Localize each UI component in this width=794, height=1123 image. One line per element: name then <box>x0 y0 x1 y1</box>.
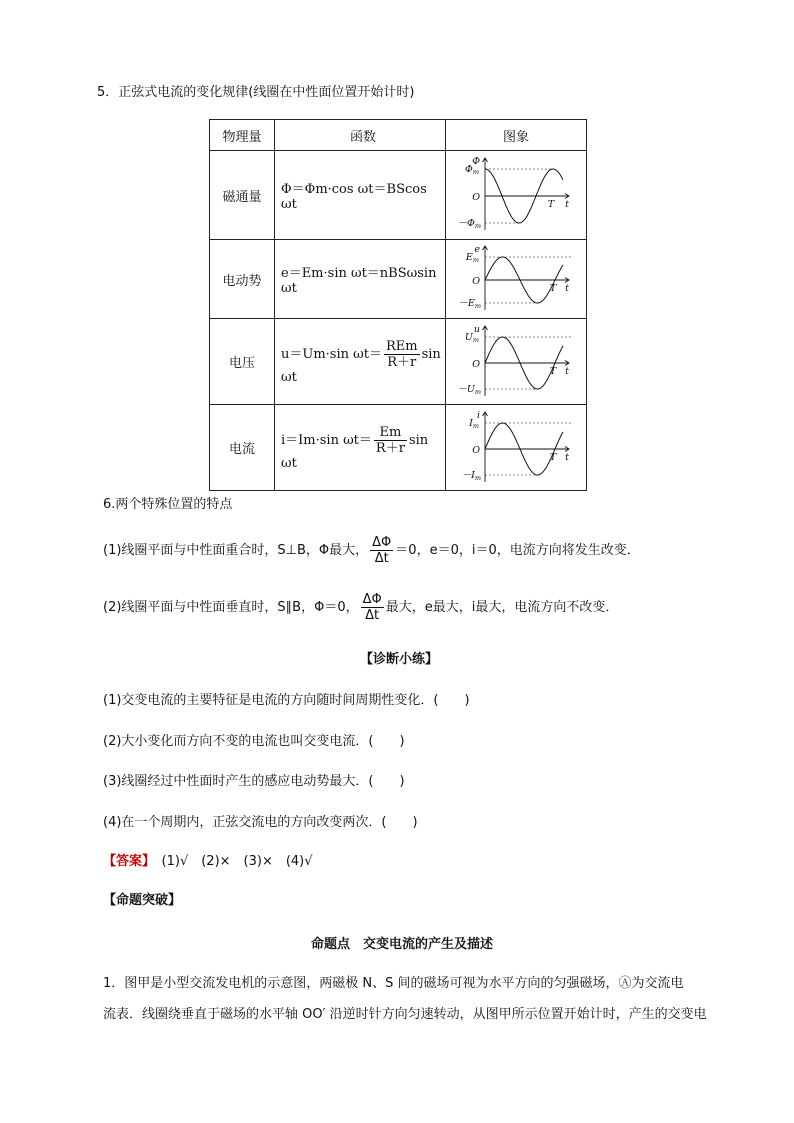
fraction-numerator: ΔΦ <box>372 535 392 550</box>
point-2 <box>103 590 618 626</box>
peak-label: $\Phi_m$ <box>465 164 479 176</box>
flux-graph <box>451 152 581 234</box>
answer-line <box>103 850 313 869</box>
point-2-before: (2)线圈平面与中性面垂直时，S∥B，Φ＝0， <box>103 600 359 615</box>
y-axis-label: e <box>474 244 480 255</box>
point-2-fraction <box>361 592 384 623</box>
peak-label: $E_m$ <box>465 252 479 264</box>
table-header-graph: 图象 <box>446 120 587 151</box>
quantity-cell: 磁通量 <box>210 151 275 240</box>
origin-label: O <box>472 276 480 287</box>
fraction-denominator: R＋r <box>375 440 405 456</box>
problem-1-line-1: 1．图甲是小型交流发电机的示意图，两磁极 N、S 间的磁场可视为水平方向的匀强磁场，Ⓐ为交流电 <box>103 976 684 991</box>
y-axis-label: Φ <box>472 156 480 167</box>
fraction-numerator: ΔΦ <box>362 592 382 607</box>
question-item: (4)在一个周期内，正弦交流电的方向改变两次．( ) <box>103 815 418 830</box>
fraction-denominator: R＋r <box>387 354 417 370</box>
formula-right: sin ωt <box>281 346 441 385</box>
point-1-before: (1)线圈平面与中性面重合时，S⊥B，Φ最大， <box>103 543 369 558</box>
formula-cell <box>275 319 446 405</box>
neg-peak-label: $-I_m$ <box>461 469 481 482</box>
point-1-fraction <box>370 535 393 566</box>
graph-cell <box>446 151 587 240</box>
physics-table <box>209 119 587 491</box>
fraction-numerator: Em <box>374 425 407 441</box>
current-graph <box>451 406 581 486</box>
formula-cell: Φ＝Φm·cos ωt＝BScos ωt <box>275 151 446 240</box>
period-label: T <box>549 283 557 294</box>
peak-label: $I_m$ <box>469 417 479 430</box>
fraction-numerator: REm <box>385 338 418 354</box>
graph-cell <box>446 319 587 405</box>
table-header-function: 函数 <box>275 120 446 151</box>
y-axis-label: i <box>476 409 480 421</box>
origin-label: O <box>472 358 480 370</box>
neg-peak-label: $-E_m$ <box>458 298 481 310</box>
origin-label: O <box>472 192 480 203</box>
answer-label: 【答案】 <box>103 854 149 869</box>
section5-title: 5．正弦式电流的变化规律(线圈在中性面位置开始计时) <box>97 85 415 100</box>
origin-label: O <box>472 444 480 456</box>
period-label: T <box>549 451 557 463</box>
quantity-cell: 电流 <box>210 405 275 491</box>
table-row <box>210 151 587 240</box>
quantity-cell: 电压 <box>210 319 275 405</box>
formula-right: sin ωt <box>281 432 429 471</box>
graph-cell <box>446 405 587 491</box>
fraction-denominator: Δt <box>365 608 380 623</box>
emf-graph <box>451 240 581 314</box>
formula-fraction <box>374 425 407 456</box>
t-axis-label: t <box>565 283 569 294</box>
period-label: T <box>547 199 555 210</box>
diagnosis-title: 【诊断小练】 <box>360 652 439 667</box>
voltage-graph <box>451 320 581 400</box>
t-axis-label: t <box>565 199 569 210</box>
point-2-after: 最大，e最大，i最大，电流方向不改变． <box>385 600 619 615</box>
period-label: T <box>549 365 557 377</box>
breakthrough-title: 【命题突破】 <box>103 893 182 908</box>
y-axis-label: u <box>473 323 480 335</box>
table-row <box>210 240 587 319</box>
point-1 <box>103 533 640 569</box>
topic-title: 命题点 交变电流的产生及描述 <box>311 937 494 952</box>
formula-left: i＝Im·sin ωt＝ <box>281 432 372 448</box>
formula-cell: e＝Em·sin ωt＝nBSωsin ωt <box>275 240 446 319</box>
question-item: (3)线圈经过中性面时产生的感应电动势最大．( ) <box>103 774 405 789</box>
table-row <box>210 405 587 491</box>
peak-label: $U_m$ <box>464 331 479 344</box>
fraction-denominator: Δt <box>374 551 389 566</box>
problem-1-line-2: 流表．线圈绕垂直于磁场的水平轴 OO′ 沿逆时针方向匀速转动，从图甲所示位置开始计时，产生的交变电 <box>103 1007 707 1022</box>
t-axis-label: t <box>565 365 569 377</box>
section6-title: 6.两个特殊位置的特点 <box>103 497 233 512</box>
table-header-quantity: 物理量 <box>210 120 275 151</box>
table-row <box>210 319 587 405</box>
neg-peak-label: $-U_m$ <box>457 383 481 396</box>
formula-cell <box>275 405 446 491</box>
graph-cell <box>446 240 587 319</box>
answer-text: (1)√ (2)× (3)× (4)√ <box>161 854 313 869</box>
question-item: (1)交变电流的主要特征是电流的方向随时间周期性变化．( ) <box>103 693 470 708</box>
formula-fraction <box>384 339 420 370</box>
formula-left: u＝Um·sin ωt＝ <box>281 346 382 362</box>
point-1-after: ＝0，e＝0，i＝0，电流方向将发生改变． <box>395 543 640 558</box>
t-axis-label: t <box>565 451 569 463</box>
question-item: (2)大小变化而方向不变的电流也叫交变电流．( ) <box>103 734 405 749</box>
neg-peak-label: $-\Phi_m$ <box>457 218 481 230</box>
quantity-cell: 电动势 <box>210 240 275 319</box>
